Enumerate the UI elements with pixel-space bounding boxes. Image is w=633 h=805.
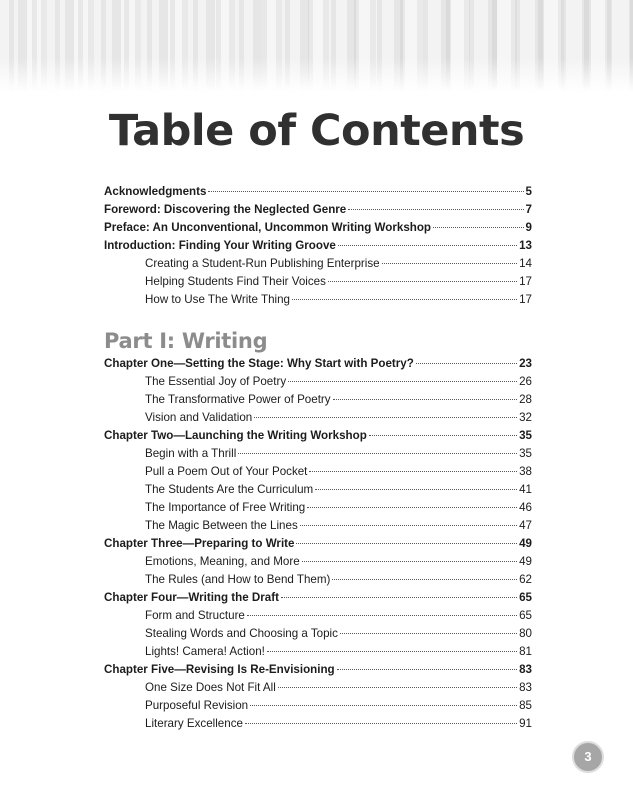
toc-entry-title: The Transformative Power of Poetry: [145, 393, 331, 406]
toc-entry[interactable]: [104, 535, 532, 553]
page-number-badge: 3: [572, 741, 604, 773]
toc-entry-title: How to Use The Write Thing: [145, 293, 290, 306]
toc-subentry[interactable]: [104, 445, 532, 463]
toc-entry-title: Emotions, Meaning, and More: [145, 555, 300, 568]
part-heading: Part I: Writing: [104, 329, 268, 353]
toc-entry-title: Foreword: Discovering the Neglected Genre: [104, 203, 347, 216]
toc-entry-title: One Size Does Not Fit All: [145, 681, 276, 694]
toc-entry-page: 62: [519, 573, 532, 586]
dot-leader: [278, 687, 517, 688]
toc-entry-page: 7: [525, 203, 532, 216]
dot-leader: [292, 299, 517, 300]
dot-leader: [245, 723, 517, 724]
toc-entry-title: The Magic Between the Lines: [145, 519, 298, 532]
toc-entry-title: Lights! Camera! Action!: [145, 645, 265, 658]
decorative-header-band: [0, 0, 633, 92]
dot-leader: [433, 227, 524, 228]
toc-entry-title: Vision and Validation: [145, 411, 253, 424]
part-entries-list: [104, 355, 532, 733]
toc-subentry[interactable]: [104, 679, 532, 697]
toc-entry-page: 85: [519, 699, 532, 712]
toc-subentry[interactable]: [104, 625, 532, 643]
toc-entry-title: Chapter Two—Launching the Writing Workshop: [104, 429, 367, 442]
toc-subentry[interactable]: [104, 553, 532, 571]
toc-entry-page: 9: [525, 221, 532, 234]
toc-subentry[interactable]: [104, 607, 532, 625]
toc-subentry[interactable]: [104, 697, 532, 715]
toc-entry-page: 49: [519, 555, 532, 568]
toc-entry-page: 13: [519, 239, 532, 252]
toc-entry-title: Literary Excellence: [145, 717, 243, 730]
toc-subentry[interactable]: [104, 499, 532, 517]
table-of-contents: [104, 183, 532, 733]
toc-entry[interactable]: [104, 661, 532, 679]
toc-entry-title: Begin with a Thrill: [145, 447, 237, 460]
dot-leader: [250, 705, 517, 706]
toc-entry-page: 83: [519, 681, 532, 694]
toc-entry-page: 49: [519, 537, 532, 550]
dot-leader: [238, 453, 517, 454]
section-spacer: [104, 309, 532, 327]
toc-subentry[interactable]: [104, 517, 532, 535]
toc-entry-title: The Students Are the Curriculum: [145, 483, 314, 496]
dot-leader: [296, 543, 517, 544]
dot-leader: [309, 471, 517, 472]
toc-entry-page: 91: [519, 717, 532, 730]
dot-leader: [254, 417, 517, 418]
toc-subentry[interactable]: [104, 273, 532, 291]
toc-entry-title: Chapter Four—Writing the Draft: [104, 591, 279, 604]
toc-subentry[interactable]: [104, 643, 532, 661]
toc-entry-page: 35: [519, 447, 532, 460]
toc-entry-page: 65: [519, 591, 532, 604]
toc-entry-page: 35: [519, 429, 532, 442]
toc-entry-page: 65: [519, 609, 532, 622]
toc-entry-page: 41: [519, 483, 532, 496]
toc-subentry[interactable]: [104, 715, 532, 733]
toc-entry-title: Form and Structure: [145, 609, 245, 622]
toc-entry-page: 83: [519, 663, 532, 676]
toc-entry[interactable]: [104, 219, 532, 237]
toc-entry-title: Purposeful Revision: [145, 699, 249, 712]
dot-leader: [288, 381, 517, 382]
dot-leader: [208, 191, 523, 192]
toc-entry-title: The Importance of Free Writing: [145, 501, 306, 514]
toc-entry-page: 28: [519, 393, 532, 406]
toc-subentry[interactable]: [104, 571, 532, 589]
dot-leader: [369, 435, 517, 436]
toc-entry-title: The Essential Joy of Poetry: [145, 375, 287, 388]
toc-subentry[interactable]: [104, 481, 532, 499]
toc-entry-title: Creating a Student-Run Publishing Enterprise: [145, 257, 380, 270]
toc-entry-title: Pull a Poem Out of Your Pocket: [145, 465, 308, 478]
toc-entry[interactable]: [104, 355, 532, 373]
dot-leader: [302, 561, 517, 562]
toc-entry-page: 5: [525, 185, 532, 198]
toc-subentry[interactable]: [104, 255, 532, 273]
dot-leader: [416, 363, 517, 364]
toc-entry-title: Chapter One—Setting the Stage: Why Start with Poetry?: [104, 357, 414, 370]
dot-leader: [382, 263, 518, 264]
toc-entry[interactable]: [104, 589, 532, 607]
toc-entry[interactable]: [104, 201, 532, 219]
dot-leader: [328, 281, 517, 282]
toc-entry[interactable]: [104, 237, 532, 255]
toc-entry-page: 32: [519, 411, 532, 424]
dot-leader: [315, 489, 517, 490]
toc-entry-title: Introduction: Finding Your Writing Groove: [104, 239, 336, 252]
dot-leader: [332, 579, 517, 580]
toc-entry-title: Chapter Three—Preparing to Write: [104, 537, 295, 550]
toc-entry[interactable]: [104, 183, 532, 201]
toc-entry-page: 38: [519, 465, 532, 478]
dot-leader: [281, 597, 517, 598]
toc-entry-page: 47: [519, 519, 532, 532]
toc-subentry[interactable]: [104, 291, 532, 309]
dot-leader: [333, 399, 518, 400]
toc-subentry[interactable]: [104, 373, 532, 391]
toc-entry-page: 81: [519, 645, 532, 658]
dot-leader: [340, 633, 517, 634]
toc-entry-page: 17: [519, 275, 532, 288]
toc-entry-page: 80: [519, 627, 532, 640]
dot-leader: [307, 507, 517, 508]
dot-leader: [338, 245, 517, 246]
toc-entry[interactable]: [104, 427, 532, 445]
front-matter-list: [104, 183, 532, 309]
dot-leader: [300, 525, 517, 526]
toc-entry-title: The Rules (and How to Bend Them): [145, 573, 331, 586]
toc-entry-title: Preface: An Unconventional, Uncommon Writing Workshop: [104, 221, 432, 234]
dot-leader: [267, 651, 517, 652]
toc-entry-title: Acknowledgments: [104, 185, 207, 198]
toc-entry-page: 26: [519, 375, 532, 388]
dot-leader: [247, 615, 517, 616]
toc-entry-page: 14: [519, 257, 532, 270]
toc-entry-page: 46: [519, 501, 532, 514]
toc-subentry[interactable]: [104, 463, 532, 481]
toc-entry-title: Chapter Five—Revising Is Re-Envisioning: [104, 663, 335, 676]
toc-entry-title: Helping Students Find Their Voices: [145, 275, 326, 288]
toc-entry-page: 17: [519, 293, 532, 306]
page-title: Table of Contents: [108, 106, 525, 156]
toc-subentry[interactable]: [104, 391, 532, 409]
toc-entry-title: Stealing Words and Choosing a Topic: [145, 627, 338, 640]
toc-subentry[interactable]: [104, 409, 532, 427]
toc-entry-page: 23: [519, 357, 532, 370]
dot-leader: [348, 209, 523, 210]
dot-leader: [337, 669, 517, 670]
